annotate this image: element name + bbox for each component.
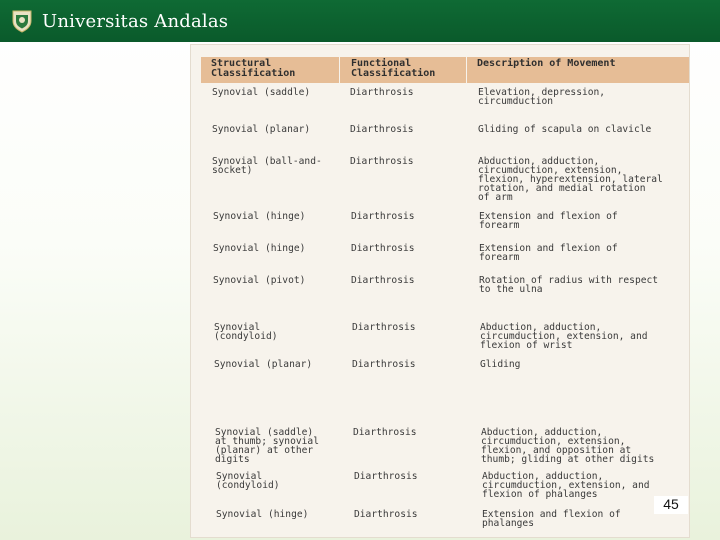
table-cell-description: Extension and flexion of forearm (479, 211, 618, 231)
table-cell-structural: Synovial (pivot) (213, 275, 306, 286)
table-cell-structural: Synovial (hinge) (213, 243, 306, 254)
table-header-row (201, 57, 689, 83)
table-cell-structural: Synovial (hinge) (216, 509, 309, 520)
table-cell-structural: Synovial (planar) (214, 359, 313, 370)
table-cell-description: Gliding of scapula on clavicle (478, 124, 652, 135)
table-cell-functional: Diarthrosis (353, 427, 417, 438)
table-cell-functional: Diarthrosis (351, 275, 415, 286)
university-crest-icon (10, 9, 34, 33)
table-cell-functional: Diarthrosis (352, 322, 416, 333)
table-cell-structural: Synovial (planar) (212, 124, 311, 135)
header-divider (466, 57, 467, 83)
table-cell-structural: Synovial (saddle) at thumb; synovial (planar) at other digits (215, 427, 319, 465)
table-cell-functional: Diarthrosis (354, 471, 418, 482)
table-cell-description: Abduction, adduction, circumduction, extension, and flexion of phalanges (482, 471, 650, 500)
table-cell-structural: Synovial (hinge) (213, 211, 306, 222)
table-cell-functional: Diarthrosis (352, 359, 416, 370)
table-cell-description: Abduction, adduction, circumduction, extension, flexion, and opposition at thumb; gliding at other digits (481, 427, 655, 465)
header-structural-classification: Structural Classification (211, 58, 296, 79)
table-cell-description: Abduction, adduction, circumduction, extension, flexion, hyperextension, lateral rotation, and medial rotation of arm (478, 156, 663, 203)
header-bar (0, 0, 720, 42)
table-cell-description: Gliding (480, 359, 521, 370)
table-cell-structural: Synovial (condyloid) (216, 471, 280, 491)
table-cell-description: Elevation, depression, circumduction (478, 87, 606, 107)
table-cell-description: Rotation of radius with respect to the ulna (479, 275, 659, 295)
university-name: Universitas Andalas (42, 10, 229, 32)
table-cell-functional: Diarthrosis (350, 124, 414, 135)
table-cell-description: Extension and flexion of phalanges (482, 509, 621, 529)
table-cell-functional: Diarthrosis (354, 509, 418, 520)
slide-page-number: 45 (654, 496, 688, 514)
table-cell-description: Extension and flexion of forearm (479, 243, 618, 263)
table-cell-description: Abduction, adduction, circumduction, extension, and flexion of wrist (480, 322, 648, 351)
table-cell-structural: Synovial (condyloid) (214, 322, 278, 342)
table-cell-functional: Diarthrosis (351, 211, 415, 222)
table-cell-structural: Synovial (ball-and- socket) (212, 156, 322, 176)
table-cell-functional: Diarthrosis (351, 243, 415, 254)
scanned-table-image (190, 44, 690, 538)
header-functional-classification: Functional Classification (351, 58, 436, 79)
header-divider (339, 57, 340, 83)
table-cell-structural: Synovial (saddle) (212, 87, 311, 98)
table-cell-functional: Diarthrosis (350, 87, 414, 98)
header-description-of-movement: Description of Movement (477, 58, 616, 69)
table-cell-functional: Diarthrosis (350, 156, 414, 167)
